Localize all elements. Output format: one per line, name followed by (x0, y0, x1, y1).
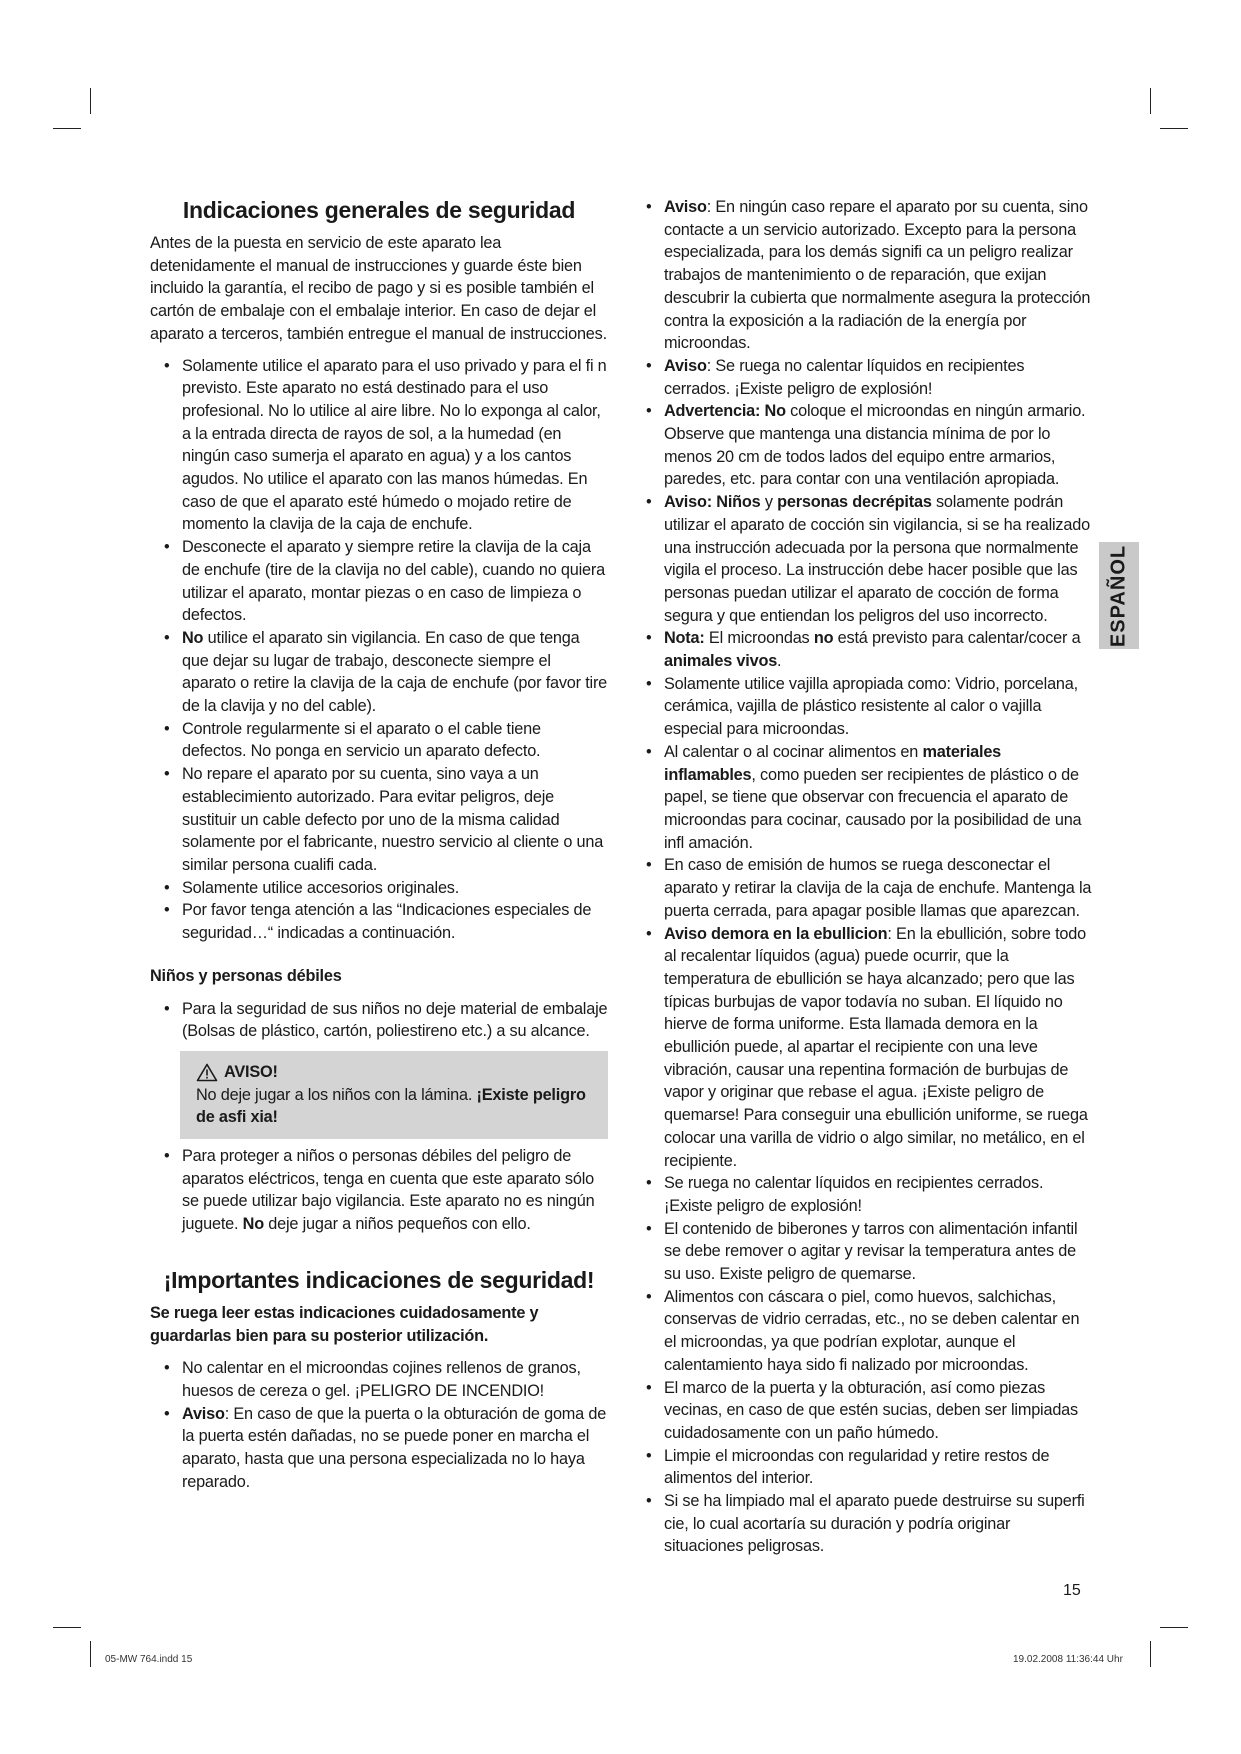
list-item: • Controle regularmente si el aparato o el cable tiene defectos. No ponga en servicio un aparato defecto. (164, 719, 541, 761)
list-item: • No repare el aparato por su cuenta, sino vaya a un establecimiento autorizado. Para evitar peligros, deje sustituir un cable defecto por uno de la misma calidad solamente por el fabricante, nuestro servicio al cliente o una similar persona cualifi cada. (164, 765, 604, 874)
warning-text: No deje jugar a los niños con la lámina. ¡Existe peligro de asfi xia! (196, 1085, 586, 1127)
page-number: 15 (1063, 1582, 1081, 1599)
warning-box (180, 1051, 608, 1139)
list-item: • Aviso: En ningún caso repare el aparato por su cuenta, sino contacte a un servicio autorizado. Excepto para la persona especializada, para los demás signifi ca un peligro realizar trabajos de mantenimiento o de reparación, que exijan descubrir la cubierta que normalmente asegura la protección contra la exposición a la radiación de la energía por microondas. (646, 198, 1091, 353)
list-item: • Al calentar o al cocinar alimentos en materiales inflamables, como pueden ser recipientes de plástico o de papel, se tiene que observar con frecuencia el aparato de microondas para cocinar, causado por la posibilidad de una infl amación. (646, 742, 1082, 852)
warning-triangle-icon (196, 1063, 218, 1082)
list-item: • No calentar en el microondas cojines rellenos de granos, huesos de cereza o gel. ¡PELIGRO DE INCENDIO! (164, 1359, 581, 1400)
list-item: • En caso de emisión de humos se ruega desconectar el aparato y retirar la clavija de la caja de enchufe. Mantenga la puerta cerrada, para apagar posible llamas que aparezcan. (646, 856, 1092, 920)
list-item: • Solamente utilice vajilla apropiada como: Vidrio, porcelana, cerámica, vajilla de plástico resistente al calor o vajilla especial para microondas. (646, 674, 1078, 739)
crop-mark-bl-h (53, 1627, 81, 1628)
list-item: • El marco de la puerta y la obturación, así como piezas vecinas, en caso de que estén sucias, deben ser limpiadas cuidadosamente con un paño húmedo. (646, 1378, 1078, 1442)
warning-heading: AVISO! (196, 1061, 596, 1084)
section-title-important-safety: ¡Importantes indicaciones de seguridad! (163, 1266, 595, 1293)
crop-mark-tr-h (1160, 128, 1188, 129)
right-column (632, 196, 1092, 1558)
crop-mark-tl-h (53, 128, 81, 129)
list-item: • Aviso: En caso de que la puerta o la obturación de goma de la puerta estén dañadas, no se puede poner en marcha el aparato, hasta que una persona especializada no lo haya reparado. (164, 1404, 607, 1491)
children-list-2 (150, 1145, 608, 1236)
list-item: • Nota: El microondas no está previsto para calentar/cocer a animales vivos. (646, 629, 1081, 671)
list-item: • Solamente utilice el aparato para el uso privado y para el fi n previsto. Este aparato no está destinado para el uso profesional. No lo utilice al aire libre. No lo exponga al calor, a la entrada directa de rayos de sol, a la humedad (en ningún caso sumerja el aparato en agua) y a los cantos agudos. No utilice el aparato con las manos húmedas. En caso de que el aparato esté húmedo o mojado retire de momento la clavija de la caja de enchufe. (164, 356, 607, 534)
list-item: • Si se ha limpiado mal el aparato puede destruirse su superfi cie, lo cual acortaría su duración y podría originar situaciones peligrosas. (646, 1492, 1085, 1556)
crop-mark-br-v (1150, 1641, 1151, 1667)
list-item: • Para la seguridad de sus niños no deje material de embalaje (Bolsas de plástico, cartón, poliestireno etc.) a su alcance. (164, 999, 608, 1041)
print-slug-file: 05-MW 764.indd 15 (105, 1654, 193, 1665)
list-item: • No utilice el aparato sin vigilancia. En caso de que tenga que dejar su lugar de trabajo, desconecte siempre el aparato o retire la clavija de la caja de enchufe (por favor tire de la clavija y no del cable). (164, 628, 608, 716)
bold-intro: Se ruega leer estas indicaciones cuidadosamente y guardarlas bien para su posterior utilización. (150, 1303, 539, 1345)
list-item: • Aviso: Se ruega no calentar líquidos en recipientes cerrados. ¡Existe peligro de explosión! (646, 356, 1025, 398)
crop-mark-tr-v (1150, 88, 1151, 114)
children-list (150, 998, 608, 1043)
important-safety-list-continued (632, 196, 1092, 1558)
crop-mark-br-h (1160, 1627, 1188, 1628)
list-item: • Alimentos con cáscara o piel, como huevos, salchichas, conservas de vidrio cerradas, etc., no se deben calentar en el microondas, ya que podrían explotar, aunque el calentamiento haya sido fi nalizado por microondas. (646, 1287, 1080, 1374)
list-item: • Aviso: Niños y personas decrépitas solamente podrán utilizar el aparato de cocción sin vigilancia, si se ha realizado una instrucción adecuada por la persona que normalmente vigila el proceso. La instrucción debe hacer posible que las personas puedan utilizar el aparato de cocción de forma segura y que entiendan los peligros del uso incorrecto. (646, 493, 1090, 625)
list-item: • Advertencia: No coloque el microondas en ningún armario. Observe que mantenga una distancia mínima de por lo menos 20 cm de todos lados del equipo entre armarios, paredes, etc. para contar con una ventilación apropiada. (646, 402, 1086, 489)
list-item: • Aviso demora en la ebullicion: En la ebullición, sobre todo al recalentar líquidos (agua) puede ocurrir, que la temperatura de ebullición se haya alcanzado; pero que las típicas burbujas de vapor todavía no suban. El líquido no hierve de forma uniforme. Esta llamada demora en la ebullición puede, al apartar el recipiente con una leve vibración, causar una repentina formación de burbujas de vapor y originar que rebase el agua. ¡Existe peligro de quemarse! Para conseguir una ebullición uniforme, se ruega colocar una varilla de vidrio o algo similar, no metálico, en el recipiente. (646, 924, 1088, 1170)
list-item: • Limpie el microondas con regularidad y retire restos de alimentos del interior. (646, 1446, 1050, 1488)
crop-mark-tl-v (90, 88, 91, 114)
list-item: • El contenido de biberones y tarros con alimentación infantil se debe remover o agitar y revisar la temperatura antes de su uso. Existe peligro de quemarse. (646, 1219, 1078, 1284)
left-column (150, 196, 608, 1493)
language-label: ESPAÑOL (1107, 544, 1130, 647)
language-side-tab (1099, 542, 1139, 649)
list-item: • Para proteger a niños o personas débiles del peligro de aparatos eléctricos, tenga en cuenta que este aparato sólo se puede utilizar bajo vigilancia. Este aparato no es ningún juguete. No deje jugar a niños pequeños con ello. (164, 1147, 595, 1234)
list-item: • Desconecte el aparato y siempre retire la clavija de la caja de enchufe (tire de la clavija no del cable), cuando no quiera utilizar el aparato, montar piezas o en caso de limpieza o defectos. (164, 538, 605, 625)
subheading-children: Niños y personas débiles (150, 966, 342, 985)
section-title-general-safety: Indicaciones generales de seguridad (182, 197, 576, 223)
list-item: • Por favor tenga atención a las “Indicaciones especiales de seguridad…“ indicadas a continuación. (164, 901, 592, 943)
list-item: • Solamente utilice accesorios originales. (164, 878, 460, 897)
general-safety-list (150, 355, 608, 945)
crop-mark-bl-v (90, 1641, 91, 1667)
list-item: • Se ruega no calentar líquidos en recipientes cerrados. ¡Existe peligro de explosión! (646, 1174, 1044, 1215)
important-safety-list (150, 1357, 608, 1493)
intro-paragraph: Antes de la puesta en servicio de este aparato lea detenidamente el manual de instrucciones y guarde éste bien incluido la garantía, el recibo de pago y si es posible también el cartón de embalaje con el embalaje interior. En caso de dejar el aparato a terceros, también entregue el manual de instrucciones. (150, 234, 607, 343)
print-slug-timestamp: 19.02.2008 11:36:44 Uhr (1013, 1654, 1123, 1665)
